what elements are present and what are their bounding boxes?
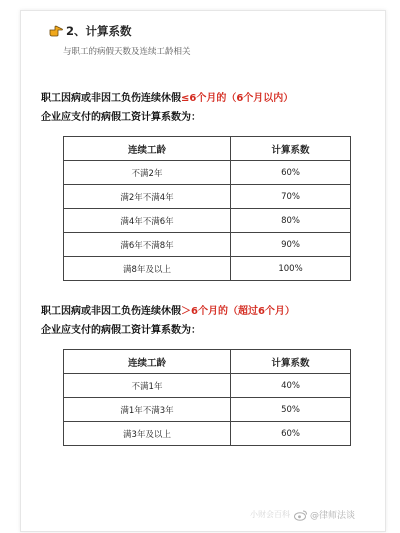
table-cell: 90% bbox=[231, 233, 351, 257]
section-subtitle: 与职工的病假天数及连续工龄相关 bbox=[63, 47, 191, 57]
block1-line2: 企业应支付的病假工资计算系数为： bbox=[41, 112, 201, 123]
document-page bbox=[20, 10, 386, 532]
block1-line1-highlight: ≤6个月的（6个月以内） bbox=[181, 93, 294, 104]
table-cell: 40% bbox=[231, 374, 351, 398]
table-row bbox=[64, 398, 351, 422]
table-cell: 满6年不满8年 bbox=[64, 233, 231, 257]
coefficient-table-2 bbox=[63, 349, 351, 446]
section-heading-text: 2、计算系数 bbox=[66, 24, 132, 38]
block1-line1 bbox=[41, 89, 293, 108]
table-row bbox=[64, 233, 351, 257]
block2-line1 bbox=[41, 302, 295, 321]
block2-line1-highlight: ＞6个月的（超过6个月） bbox=[181, 306, 295, 317]
table-row bbox=[64, 161, 351, 185]
table-row bbox=[64, 257, 351, 281]
table-cell: 满1年不满3年 bbox=[64, 398, 231, 422]
table-header-row bbox=[64, 350, 351, 374]
column-header: 计算系数 bbox=[231, 137, 351, 161]
column-header: 连续工龄 bbox=[64, 350, 231, 374]
table-cell: 50% bbox=[231, 398, 351, 422]
table-cell: 70% bbox=[231, 185, 351, 209]
table-row bbox=[64, 422, 351, 446]
table-cell: 满4年不满6年 bbox=[64, 209, 231, 233]
table-row bbox=[64, 185, 351, 209]
watermark bbox=[250, 508, 355, 521]
weibo-icon bbox=[294, 509, 308, 521]
block2-line1-prefix: 职工因病或非因工负伤连续休假 bbox=[41, 306, 181, 317]
table-cell: 不满2年 bbox=[64, 161, 231, 185]
table-row bbox=[64, 374, 351, 398]
watermark-faint-text: 小财会百科 bbox=[249, 510, 290, 519]
table-cell: 100% bbox=[231, 257, 351, 281]
table-cell: 满3年及以上 bbox=[64, 422, 231, 446]
block2-line2: 企业应支付的病假工资计算系数为： bbox=[41, 325, 201, 336]
column-header: 计算系数 bbox=[231, 350, 351, 374]
table-row bbox=[64, 209, 351, 233]
table-header-row bbox=[64, 137, 351, 161]
coefficient-table-1 bbox=[63, 136, 351, 281]
column-header: 连续工龄 bbox=[64, 137, 231, 161]
section-heading bbox=[49, 23, 132, 39]
table-cell: 80% bbox=[231, 209, 351, 233]
pointing-hand-icon bbox=[49, 25, 64, 37]
block1-line1-prefix: 职工因病或非因工负伤连续休假 bbox=[41, 93, 181, 104]
table-cell: 不满1年 bbox=[64, 374, 231, 398]
table-cell: 满2年不满4年 bbox=[64, 185, 231, 209]
watermark-brand: @律师法谈 bbox=[309, 511, 355, 521]
table-cell: 满8年及以上 bbox=[64, 257, 231, 281]
table-cell: 60% bbox=[231, 422, 351, 446]
table-cell: 60% bbox=[231, 161, 351, 185]
